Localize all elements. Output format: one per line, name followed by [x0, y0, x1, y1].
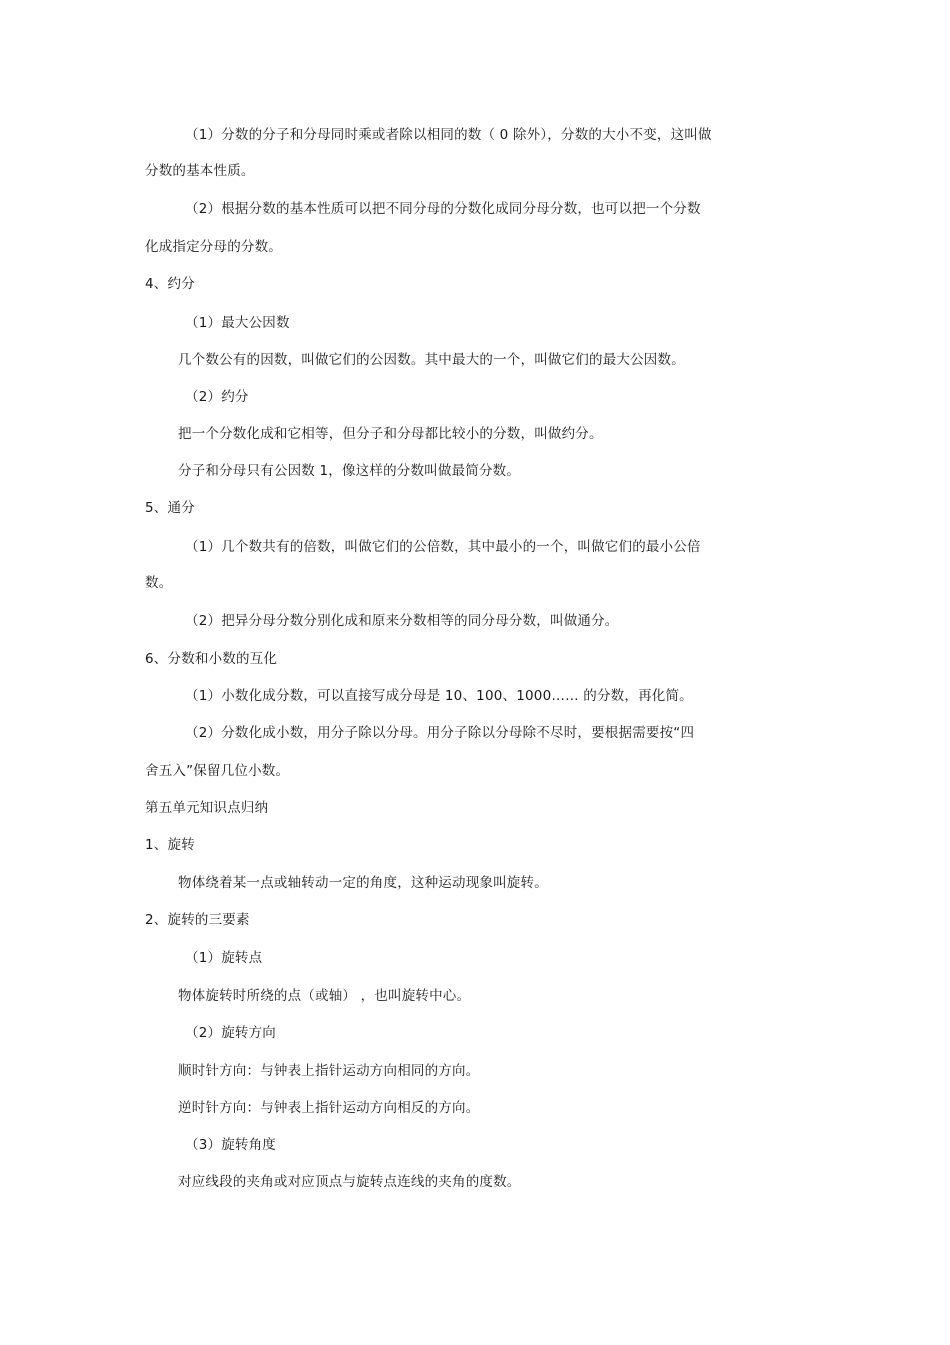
paragraph-line: 把一个分数化成和它相等，但分子和分母都比较小的分数，叫做约分。 — [178, 426, 603, 442]
chapter-heading: 第五单元知识点归纳 — [145, 800, 269, 816]
section-heading: 4、约分 — [145, 276, 195, 292]
section-heading: 6、分数和小数的互化 — [145, 651, 278, 667]
subsection-heading: （2）旋转方向 — [185, 1025, 276, 1041]
paragraph-line: （1）分数的分子和分母同时乘或者除以相同的数（ 0 除外），分数的大小不变，这叫做 — [185, 127, 712, 143]
paragraph-line: （1）小数化成分数，可以直接写成分母是 10、100、1000…… 的分数，再化简。 — [185, 688, 693, 704]
paragraph-line: 化成指定分母的分数。 — [145, 239, 282, 255]
section-heading: 5、通分 — [145, 500, 195, 516]
paragraph-line: 分子和分母只有公因数 1，像这样的分数叫做最简分数。 — [178, 463, 521, 479]
section-heading: 2、旋转的三要素 — [145, 912, 250, 928]
paragraph-line: 分数的基本性质。 — [145, 163, 255, 179]
paragraph-line: （2）分数化成小数，用分子除以分母。用分子除以分母除不尽时，要根据需要按“四 — [185, 725, 695, 741]
section-heading: 1、旋转 — [145, 837, 195, 853]
paragraph-line: 物体旋转时所绕的点（或轴） ，也叫旋转中心。 — [178, 988, 471, 1004]
paragraph-line: 对应线段的夹角或对应顶点与旋转点连线的夹角的度数。 — [178, 1174, 521, 1190]
paragraph-line: 物体绕着某一点或轴转动一定的角度，这种运动现象叫旋转。 — [178, 875, 548, 891]
subsection-heading: （1）旋转点 — [185, 950, 263, 966]
paragraph-line: 舍五入”保留几位小数。 — [145, 763, 290, 779]
paragraph-line: 顺时针方向：与钟表上指针运动方向相同的方向。 — [178, 1063, 480, 1079]
paragraph-line: 几个数公有的因数，叫做它们的公因数。其中最大的一个，叫做它们的最大公因数。 — [178, 352, 685, 368]
subsection-heading: （1）最大公因数 — [185, 315, 290, 331]
paragraph-line: 数。 — [145, 575, 173, 591]
paragraph-line: （2）把异分母分数分别化成和原来分数相等的同分母分数，叫做通分。 — [185, 613, 619, 629]
paragraph-line: 逆时针方向：与钟表上指针运动方向相反的方向。 — [178, 1100, 480, 1116]
subsection-heading: （2）约分 — [185, 389, 249, 405]
paragraph-line: （2）根据分数的基本性质可以把不同分母的分数化成同分母分数，也可以把一个分数 — [185, 201, 701, 217]
subsection-heading: （3）旋转角度 — [185, 1137, 276, 1153]
paragraph-line: （1）几个数共有的倍数，叫做它们的公倍数，其中最小的一个，叫做它们的最小公倍 — [185, 539, 701, 555]
